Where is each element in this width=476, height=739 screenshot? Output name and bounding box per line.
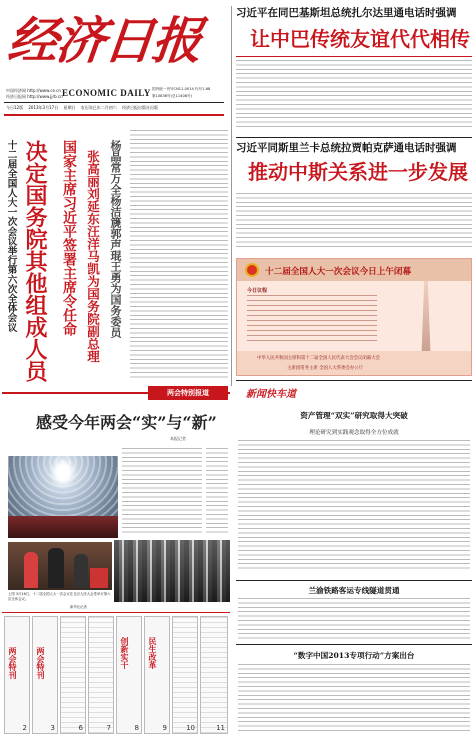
news-express-label: 新闻快车道 — [246, 389, 296, 400]
special-caption: 上图 3月16日，十二届全国人大一次会议在北京人民大会堂举行第六次全体会议。 — [8, 592, 111, 601]
lead-deck-2: 张高丽刘延东汪洋马凯为国务院副总理 — [85, 150, 101, 363]
masthead-url-2: 经济日报网 http://www.jjrb.cn — [6, 94, 63, 99]
masthead-url: 中国经济网 http://www.ce.cn — [6, 88, 61, 93]
special-section-tag — [148, 386, 228, 400]
top-story-2 — [236, 141, 472, 257]
dateline-date: 2013年3月17日 — [28, 105, 59, 110]
voting-photo-figure-1 — [24, 552, 38, 588]
dateline-note: 经济日报出版社出版 — [122, 105, 159, 110]
thumb-page-8[interactable] — [116, 616, 142, 734]
voting-photo — [8, 542, 112, 590]
side-divider-2 — [236, 580, 472, 581]
dome-photo-stage — [8, 516, 118, 538]
dateline-lunar: 农历癸巳年二月初六 — [80, 105, 117, 110]
masthead-issue: 第10836号(总11408号) — [152, 94, 193, 98]
masthead-code: 国内统一刊号CN11-0014 代号1-68 — [152, 87, 211, 91]
side-story-1-headline: 资产管理“双实”研究取得大突破 — [300, 411, 408, 420]
thumb-page-7[interactable] — [88, 616, 114, 734]
ad-banner-footer-2: 主席团常务主席 全国人大常委会办公厅 — [287, 366, 364, 371]
story-divider-1 — [236, 137, 472, 138]
special-caption-credit: 新华社记者 — [70, 605, 87, 609]
side-story-1-sub: 理论研究到实践观念取得全方位成就 — [309, 430, 399, 436]
lead-main-headline: 决定国务院其他组成人员 — [22, 140, 48, 382]
thumb-page-3-label: 两会特刊 — [36, 647, 46, 679]
press-photo — [114, 540, 230, 602]
top-story-2-kicker: 习近平同斯里兰卡总统拉贾帕克萨通电话时强调 — [236, 142, 457, 154]
thumb-page-2-label: 两会特刊 — [8, 647, 18, 679]
dome-photo — [8, 456, 118, 538]
special-body-col-1 — [122, 448, 202, 536]
special-section-label: 两会特别报道 — [167, 389, 209, 397]
thumb-page-8-label: 创新实干 — [120, 637, 130, 669]
thumb-page-2[interactable] — [4, 616, 30, 734]
ad-banner-subtitle: 今日议程 — [247, 288, 268, 294]
side-story-3-headline: “数字中国2013专项行动”方案出台 — [293, 651, 415, 660]
masthead-logo: 经济日报 — [4, 11, 204, 70]
special-headline: 感受今年两会“实”与“新” — [36, 413, 217, 432]
side-story-1-body — [238, 440, 470, 570]
thumb-page-6-number: 6 — [78, 724, 83, 732]
side-divider-3 — [236, 644, 472, 645]
special-byline: 本报记者 — [170, 436, 186, 441]
lead-body — [130, 130, 228, 380]
thumb-page-7-number: 7 — [106, 724, 111, 732]
lead-deck-3: 杨晶常万全杨洁篪郭声琨王勇为国务委员 — [109, 140, 122, 338]
top-story-1-headline: 让中巴传统友谊代代相传 — [250, 27, 470, 51]
thumb-page-10[interactable] — [172, 616, 198, 734]
press-photo-shade — [114, 540, 230, 602]
thumb-page-9-label: 民生改革 — [148, 637, 158, 669]
ad-banner-title: 十二届全国人大一次会议今日上午闭幕 — [265, 267, 412, 277]
masthead — [2, 2, 224, 128]
top-story-1 — [236, 6, 472, 136]
voting-photo-figure-2 — [48, 548, 64, 588]
thumb-page-3[interactable] — [32, 616, 58, 734]
thumb-page-10-number: 10 — [186, 724, 195, 732]
side-story-3-body — [238, 664, 470, 734]
side-story-2-body — [238, 598, 470, 640]
lead-sidebar-headline: 十二届全国人大一次会议举行第六次全体会议 — [5, 140, 17, 332]
ad-banner-footer-1: 中华人民共和国主席和第十二届全国人民代表大会会议闭幕大会 — [257, 356, 380, 361]
dateline-weekday: 星期日 — [63, 105, 76, 110]
special-body-col-2 — [206, 448, 228, 536]
thumb-page-3-number: 3 — [50, 724, 55, 732]
top-story-1-rule — [236, 56, 472, 57]
thumb-page-11[interactable] — [200, 616, 228, 734]
column-rule — [231, 6, 232, 386]
thumb-page-11-number: 11 — [216, 724, 225, 732]
masthead-english: ECONOMIC DAILY — [62, 88, 151, 98]
news-express-logo — [246, 382, 300, 404]
ad-banner-monument — [417, 281, 435, 353]
ad-banner — [236, 258, 472, 376]
top-story-1-body — [236, 60, 472, 130]
side-story-2-headline: 兰渝铁路客运专线隧道贯通 — [308, 586, 400, 595]
dateline-rule — [4, 114, 224, 116]
masthead-rule — [4, 102, 224, 103]
thumb-page-2-number: 2 — [22, 724, 27, 732]
top-story-1-kicker: 习近平在同巴基斯坦总统扎尔达里通电话时强调 — [236, 7, 457, 19]
ad-banner-emblem — [245, 263, 259, 277]
thumb-page-9-number: 9 — [162, 724, 167, 732]
thumb-page-8-number: 8 — [134, 724, 139, 732]
right-divider — [236, 380, 472, 381]
page-thumbnails — [4, 616, 230, 736]
top-story-2-headline: 推动中斯关系进一步发展 — [248, 160, 468, 184]
dateline — [6, 105, 224, 111]
ad-banner-agenda — [247, 295, 377, 343]
top-story-2-body — [236, 193, 472, 249]
thumb-page-6[interactable] — [60, 616, 86, 734]
voting-photo-figure-3 — [74, 554, 88, 588]
dateline-pages: 今日12版 — [6, 105, 24, 110]
dome-photo-rings — [8, 456, 118, 516]
lead-deck-1: 国家主席习近平签署主席令任命 — [61, 140, 77, 336]
voting-photo-ballotbox — [90, 568, 108, 588]
thumbs-rule — [2, 612, 230, 613]
thumb-page-9[interactable] — [144, 616, 170, 734]
